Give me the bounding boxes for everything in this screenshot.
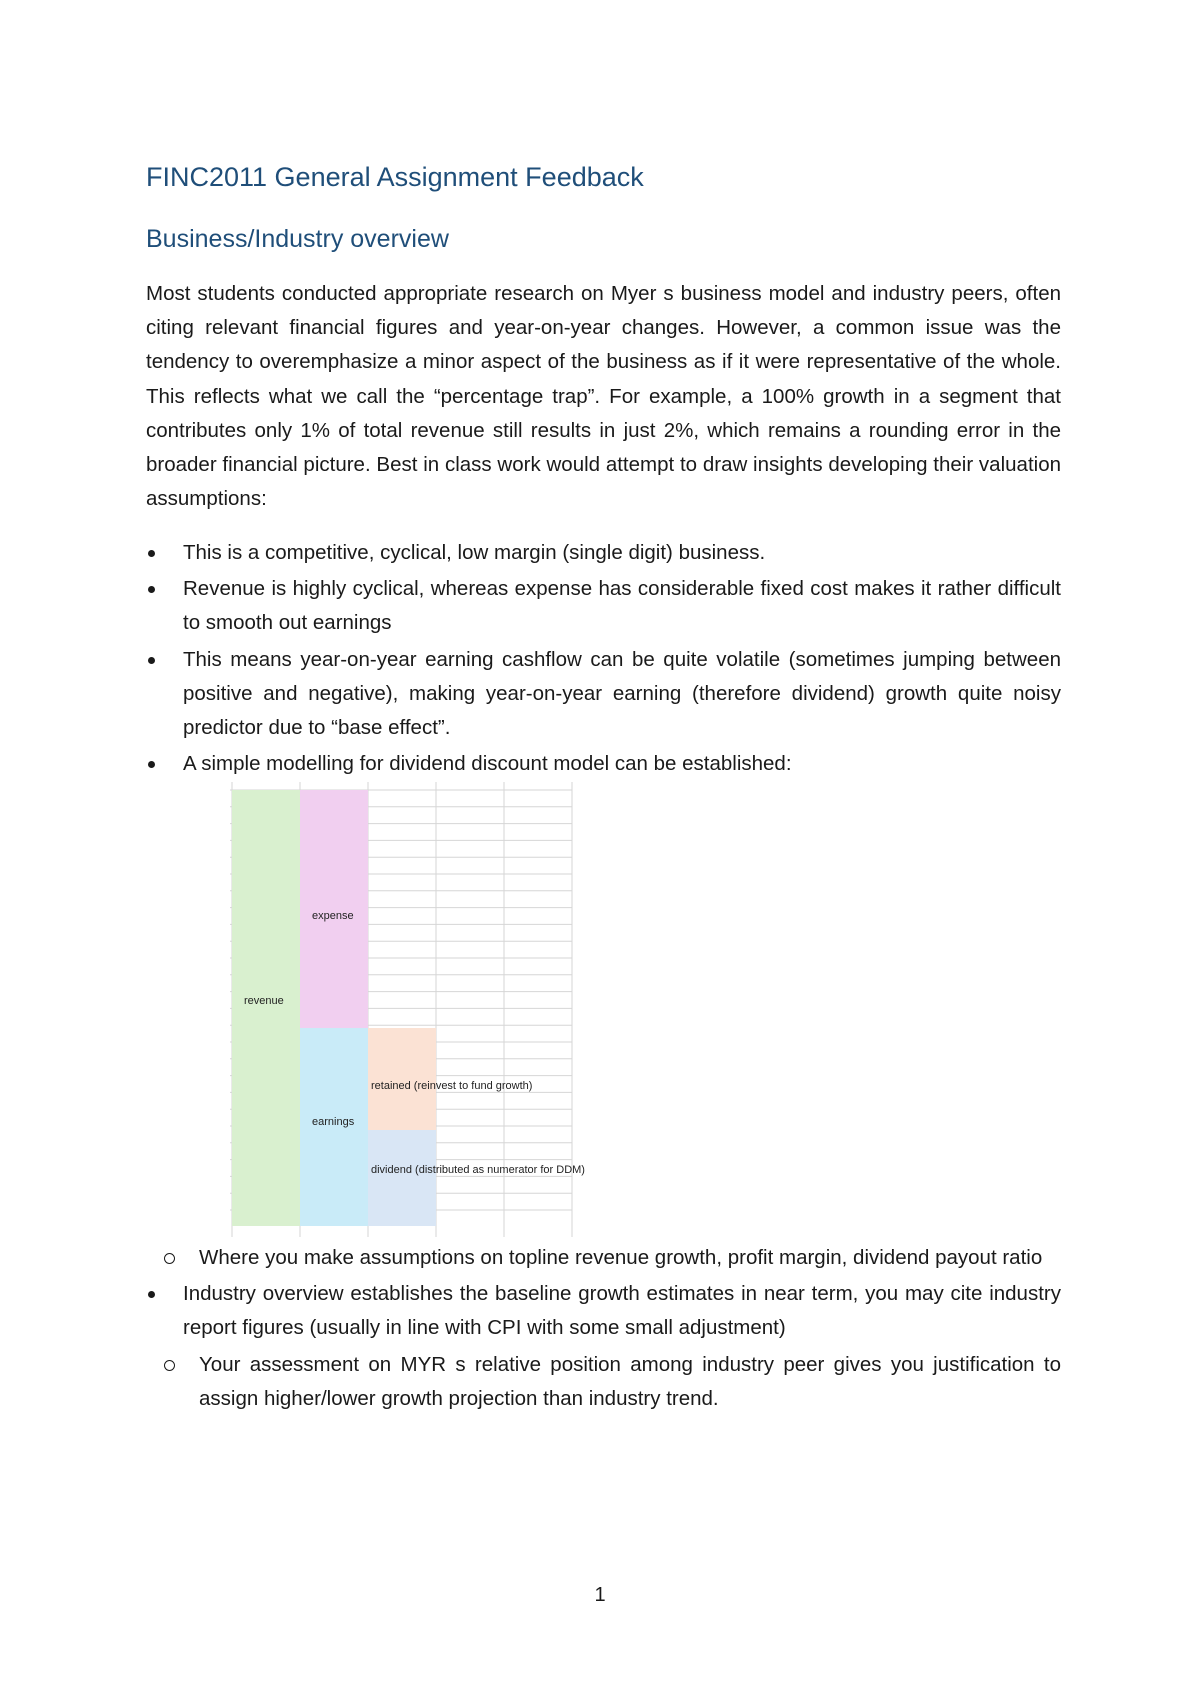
earnings-label: earnings bbox=[312, 1116, 355, 1128]
expense-label: expense bbox=[312, 910, 354, 922]
bullet-list-top bbox=[146, 536, 1061, 783]
retained-label: retained (reinvest to fund growth) bbox=[371, 1080, 533, 1092]
revenue-block bbox=[232, 790, 300, 1226]
section-title: Business/Industry overview bbox=[146, 225, 449, 253]
bullet-item: Revenue is highly cyclical, whereas expense has considerable fixed cost makes it rather difficult to smooth out earnings bbox=[146, 572, 1061, 640]
dividend-label: dividend (distributed as numerator for DDM) bbox=[371, 1164, 585, 1176]
bullet-item: A simple modelling for dividend discount model can be established: bbox=[146, 747, 1061, 781]
expense-block bbox=[300, 790, 368, 1028]
sub-bullet-item: Where you make assumptions on topline revenue growth, profit margin, dividend payout ratio bbox=[162, 1241, 1061, 1275]
page-title: FINC2011 General Assignment Feedback bbox=[146, 162, 644, 192]
revenue-label: revenue bbox=[244, 995, 284, 1007]
dividend-block bbox=[368, 1130, 436, 1226]
intro-paragraph: Most students conducted appropriate research on Myer s business model and industry peers, often citing relevant financial figures and year-on-year changes. However, a common issue was the tendency to overemphasize a minor aspect of the business as if it were representative of the whole. This reflects what we call the “percentage trap”. For example, a 100% growth in a segment that contributes only 1% of total revenue still results in just 2%, which remains a rounding error in the broader financial picture. Best in class work would attempt to draw insights developing their valuation assumptions: bbox=[146, 282, 1061, 511]
page-number: 1 bbox=[594, 1584, 606, 1606]
bullet-item: Industry overview establishes the baseline growth estimates in near term, you may cite industry report figures (usually in line with CPI with some small adjustment) bbox=[146, 1277, 1061, 1345]
ddm-diagram bbox=[230, 782, 610, 1242]
bullet-item: This is a competitive, cyclical, low margin (single digit) business. bbox=[146, 536, 1061, 570]
bullet-list-bottom bbox=[146, 1241, 1061, 1418]
sub-bullet-item: Your assessment on MYR s relative position among industry peer gives you justification to assign higher/lower growth projection than industry trend. bbox=[162, 1348, 1061, 1416]
bullet-item: This means year-on-year earning cashflow can be quite volatile (sometimes jumping between positive and negative), making year-on-year earning (therefore dividend) growth quite noisy predictor due to “base effect”. bbox=[146, 643, 1061, 746]
retained-block bbox=[368, 1028, 436, 1130]
